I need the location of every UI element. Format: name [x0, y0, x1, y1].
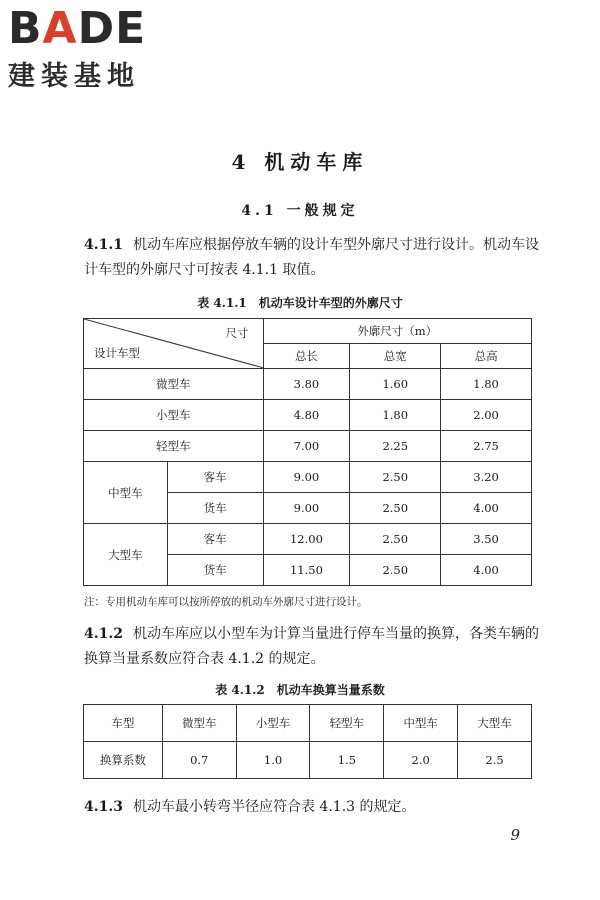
- table-caption: 表 4.1.2 机动车换算当量系数: [215, 683, 385, 697]
- publisher-logo: [8, 3, 178, 93]
- clause-number: 4.1.1: [84, 237, 123, 253]
- clause-text: 机动车最小转弯半径应符合表 4.1.3 的规定。: [132, 799, 416, 815]
- column-header: 微型车: [162, 705, 236, 742]
- coefficient-cell: 0.7: [162, 742, 236, 779]
- column-header: 轻型车: [310, 705, 384, 742]
- clause-text: 机动车库应根据停放车辆的设计车型外廓尺寸进行设计。机动车设计车型的外廓尺寸可按表 4.1.1 取值。: [84, 237, 539, 278]
- table-caption: 表 4.1.1 机动车设计车型的外廓尺寸: [197, 296, 403, 310]
- cell-length: 11.50: [263, 555, 350, 586]
- cell-length: 12.00: [263, 524, 350, 555]
- table-row: [84, 462, 532, 493]
- chapter-title: 4 机动车库: [231, 150, 369, 174]
- cell-height: 4.00: [441, 555, 532, 586]
- cell-width: 2.50: [350, 524, 441, 555]
- cell-length: 7.00: [263, 431, 350, 462]
- row-label: 小型车: [84, 400, 264, 431]
- row-sublabel: 货车: [167, 555, 263, 586]
- cell-width: 1.60: [350, 369, 441, 400]
- row-sublabel: 货车: [167, 493, 263, 524]
- column-header: 总高: [441, 344, 532, 369]
- column-header: 小型车: [236, 705, 310, 742]
- table-row: [84, 431, 532, 462]
- row-label: 换算系数: [84, 742, 163, 779]
- row-group-label: 大型车: [84, 524, 168, 586]
- cell-height: 3.20: [441, 462, 532, 493]
- column-header: 中型车: [384, 705, 458, 742]
- cell-height: 1.80: [441, 369, 532, 400]
- header-dimension: 尺寸: [225, 326, 249, 340]
- header-vehicle-type: 车型: [84, 705, 163, 742]
- cell-width: 2.50: [350, 462, 441, 493]
- row-sublabel: 客车: [167, 462, 263, 493]
- logo-wordmark: BADE: [8, 3, 147, 54]
- table-row: [84, 369, 532, 400]
- row-label: 微型车: [84, 369, 264, 400]
- cell-height: 2.00: [441, 400, 532, 431]
- header-outline-size: 外廓尺寸（m）: [263, 319, 531, 344]
- column-header: 总宽: [350, 344, 441, 369]
- cell-width: 2.50: [350, 493, 441, 524]
- cell-length: 4.80: [263, 400, 350, 431]
- cell-height: 2.75: [441, 431, 532, 462]
- column-header: 总长: [263, 344, 350, 369]
- coefficient-cell: 1.0: [236, 742, 310, 779]
- clause-4-1-3: [84, 795, 540, 820]
- cell-width: 1.80: [350, 400, 441, 431]
- cell-width: 2.25: [350, 431, 441, 462]
- clause-4-1-1: [84, 233, 540, 283]
- table-row: [84, 524, 532, 555]
- row-sublabel: 客车: [167, 524, 263, 555]
- row-label: 轻型车: [84, 431, 264, 462]
- cell-width: 2.50: [350, 555, 441, 586]
- section-title: 4.1 一般规定: [241, 203, 359, 219]
- cell-length: 9.00: [263, 462, 350, 493]
- page-number: 9: [510, 826, 520, 844]
- logo-chinese-text: 建装基地: [8, 61, 140, 92]
- header-vehicle-type: 设计车型: [94, 346, 140, 360]
- cell-length: 9.00: [263, 493, 350, 524]
- column-header: 大型车: [458, 705, 532, 742]
- coefficient-cell: 1.5: [310, 742, 384, 779]
- clause-number: 4.1.2: [84, 626, 123, 642]
- cell-length: 3.80: [263, 369, 350, 400]
- clause-4-1-2: [84, 622, 540, 672]
- table-corner-header: [84, 319, 264, 369]
- dimensions-table: [83, 318, 532, 586]
- clause-text: 机动车库应以小型车为计算当量进行停车当量的换算，各类车辆的换算当量系数应符合表 4.1.2 的规定。: [84, 626, 539, 667]
- clause-number: 4.1.3: [84, 799, 123, 815]
- row-group-label: 中型车: [84, 462, 168, 524]
- cell-height: 4.00: [441, 493, 532, 524]
- coefficient-cell: 2.5: [458, 742, 532, 779]
- conversion-table: [83, 704, 532, 779]
- coefficient-cell: 2.0: [384, 742, 458, 779]
- table-row: [84, 742, 532, 779]
- table-row: [84, 400, 532, 431]
- table-note: 注：专用机动车库可以按所停放的机动车外廓尺寸进行设计。: [84, 596, 368, 608]
- cell-height: 3.50: [441, 524, 532, 555]
